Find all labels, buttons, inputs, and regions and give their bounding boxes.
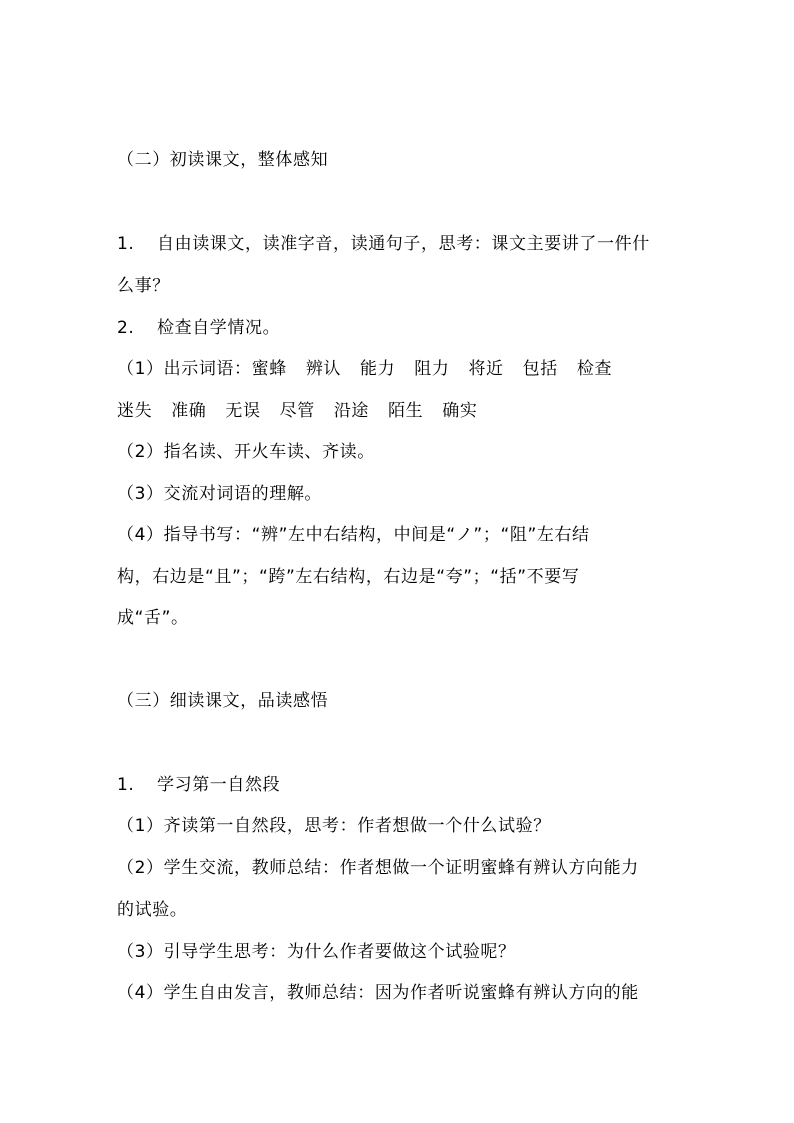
vocab-word: 迷失 bbox=[117, 401, 153, 421]
vocab-word: 辨认 bbox=[305, 359, 342, 379]
vocab-word: 包括 bbox=[522, 359, 558, 379]
item-text: 检查自学情况。 bbox=[157, 318, 281, 338]
vocab-word: 准确 bbox=[171, 401, 207, 421]
section2-item2 bbox=[117, 316, 677, 340]
vocab-word: 阻力 bbox=[414, 359, 450, 379]
section3-heading: （三）细读课文，品读感悟 bbox=[117, 691, 329, 711]
item-text: 自由读课文，读准字音，读通句子，思考：课文主要讲了一件什 bbox=[157, 234, 650, 254]
vocab-word: 无误 bbox=[225, 401, 261, 421]
section2-heading: （二）初读课文，整体感知 bbox=[117, 150, 329, 170]
vocab-word: 确实 bbox=[442, 401, 478, 421]
item-number: 1. bbox=[117, 234, 135, 254]
vocab-row-2 bbox=[117, 399, 677, 423]
item-number: 1. bbox=[117, 775, 135, 795]
vocab-word: 蜜蜂 bbox=[251, 359, 287, 379]
section3-sub4-line1: （4）学生自由发言，教师总结：因为作者听说蜜蜂有辨认方向的能 bbox=[117, 983, 639, 1003]
section2-sub4-line2: 构，右边是“且”；“跨”左右结构，右边是“夸”；“括”不要写 bbox=[117, 567, 580, 587]
section3-item1 bbox=[117, 773, 677, 797]
section2-sub4-line3: 成“舌”。 bbox=[117, 608, 189, 628]
vocab-word: 将近 bbox=[468, 359, 504, 379]
section2-sub3: （3）交流对词语的理解。 bbox=[117, 484, 323, 504]
section3-sub2-line2: 的试验。 bbox=[117, 900, 188, 920]
vocab-row-1 bbox=[117, 357, 677, 381]
section2-sub2: （2）指名读、开火车读、齐读。 bbox=[117, 442, 375, 462]
section2-item1-line1 bbox=[117, 232, 677, 256]
section2-sub4-line1: （4）指导书写：“辨”左中右结构，中间是“ノ”；“阻”左右结 bbox=[117, 525, 590, 545]
vocab-label: （1）出示词语： bbox=[117, 359, 252, 379]
vocab-word: 陌生 bbox=[388, 401, 424, 421]
vocab-word: 能力 bbox=[360, 359, 396, 379]
section3-sub3: （3）引导学生思考：为什么作者要做这个试验呢？ bbox=[117, 942, 516, 962]
vocab-word: 沿途 bbox=[333, 401, 370, 421]
item-text: 学习第一自然段 bbox=[157, 775, 281, 795]
section2-item1-line2: 么事？ bbox=[117, 276, 170, 296]
vocab-word: 尽管 bbox=[279, 401, 315, 421]
item-number: 2. bbox=[117, 318, 135, 338]
vocab-word: 检查 bbox=[576, 359, 613, 379]
section3-sub1: （1）齐读第一自然段，思考：作者想做一个什么试验？ bbox=[117, 816, 551, 836]
section3-sub2-line1: （2）学生交流，教师总结：作者想做一个证明蜜蜂有辨认方向能力 bbox=[117, 858, 639, 878]
